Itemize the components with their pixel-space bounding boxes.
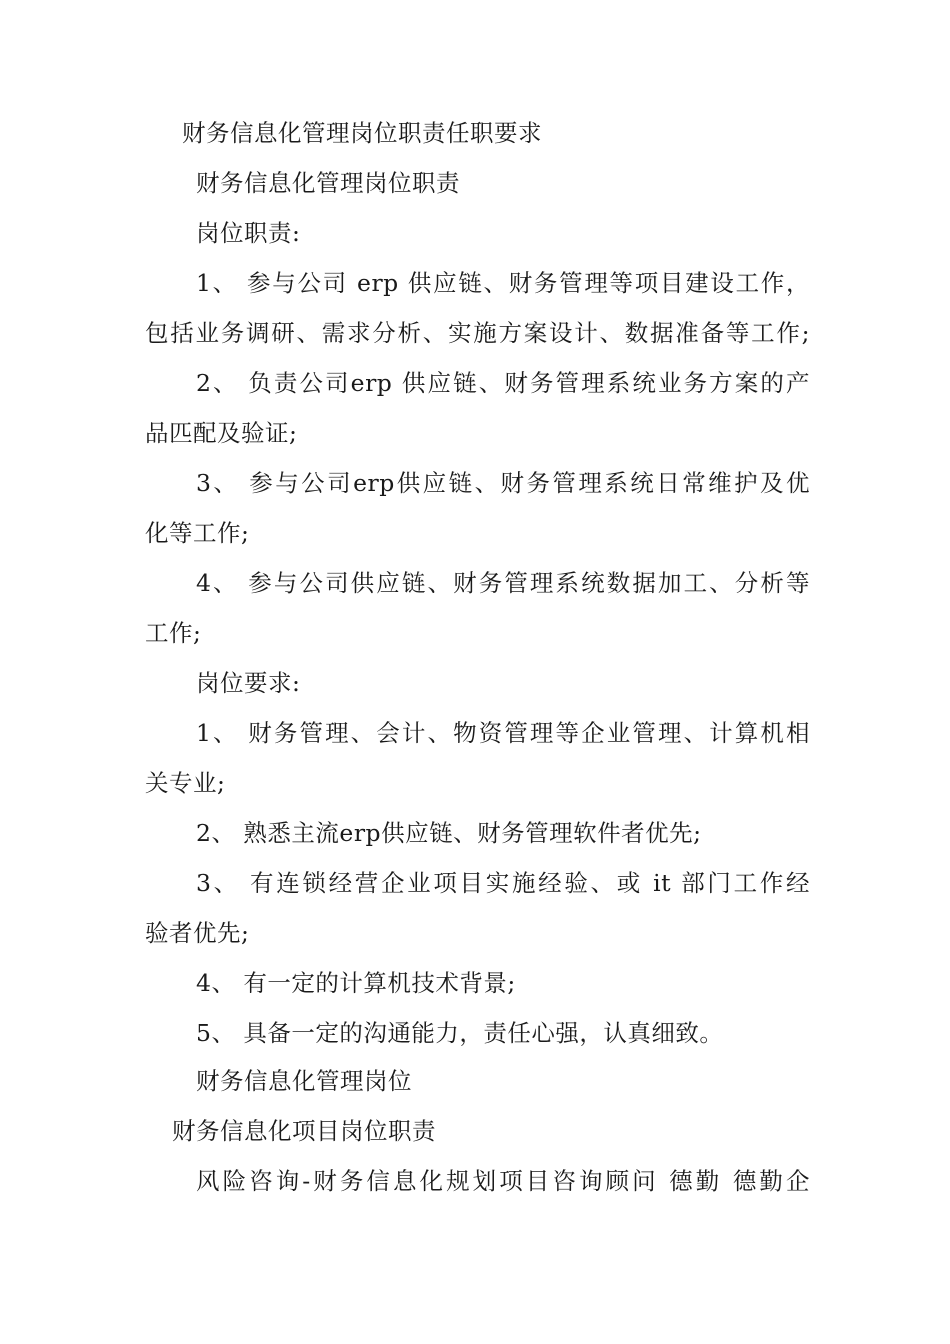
requirement-item-3-line1: 3、 有连锁经营企业项目实施经验、或 it 部门工作经 <box>196 869 810 897</box>
duty-item-1-line1: 1、 参与公司 erp 供应链、财务管理等项目建设工作， <box>196 269 810 297</box>
requirement-item-3-line2: 验者优先; <box>145 919 250 947</box>
section-heading: 财务信息化管理岗位职责 <box>196 169 460 197</box>
last-line: 风险咨询-财务信息化规划项目咨询顾问 德勤 德勤企 <box>196 1167 810 1195</box>
duty-item-4-line1: 4、 参与公司供应链、财务管理系统数据加工、分析等 <box>196 569 810 597</box>
requirement-item-1-line2: 关专业; <box>145 769 226 797</box>
duty-item-2-line1: 2、 负责公司erp 供应链、财务管理系统业务方案的产 <box>196 369 810 397</box>
duty-item-3-line2: 化等工作; <box>145 519 250 547</box>
section3-heading: 财务信息化项目岗位职责 <box>172 1117 436 1145</box>
requirement-item-1-line1: 1、 财务管理、会计、物资管理等企业管理、计算机相 <box>196 719 810 747</box>
requirement-item-2: 2、 熟悉主流erp供应链、财务管理软件者优先; <box>196 819 702 847</box>
duties-label: 岗位职责: <box>196 219 301 247</box>
duty-item-3-line1: 3、 参与公司erp供应链、财务管理系统日常维护及优 <box>196 469 810 497</box>
duty-item-2-line2: 品匹配及验证; <box>145 419 298 447</box>
duty-item-1-line2: 包括业务调研、需求分析、实施方案设计、数据准备等工作; <box>145 319 810 347</box>
document-title: 财务信息化管理岗位职责任职要求 <box>182 119 542 147</box>
requirement-item-5: 5、 具备一定的沟通能力，责任心强，认真细致。 <box>196 1019 724 1047</box>
section2-heading: 财务信息化管理岗位 <box>196 1067 412 1095</box>
duty-item-4-line2: 工作; <box>145 619 202 647</box>
requirements-label: 岗位要求: <box>196 669 301 697</box>
requirement-item-4: 4、 有一定的计算机技术背景; <box>196 969 516 997</box>
